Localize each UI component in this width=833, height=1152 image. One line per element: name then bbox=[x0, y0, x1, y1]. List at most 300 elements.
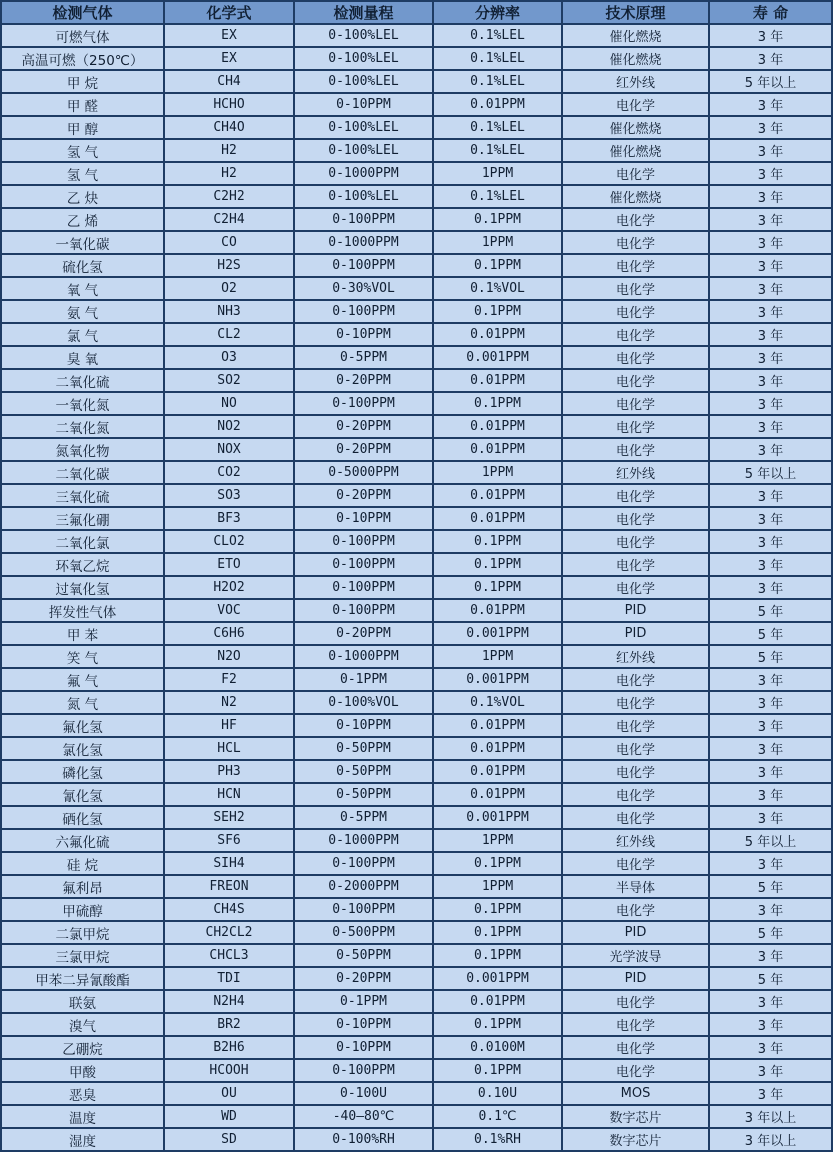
cell-lifespan: 3 年 bbox=[709, 415, 832, 438]
cell-lifespan: 3 年 bbox=[709, 369, 832, 392]
cell-formula: OU bbox=[164, 1082, 294, 1105]
cell-range: 0-100PPM bbox=[294, 852, 433, 875]
cell-principle: 红外线 bbox=[562, 70, 709, 93]
table-row bbox=[1, 852, 832, 875]
col-header-principle: 技术原理 bbox=[562, 1, 709, 24]
table-row bbox=[1, 967, 832, 990]
cell-resolution: 0.0100M bbox=[433, 1036, 562, 1059]
cell-principle: 催化燃烧 bbox=[562, 24, 709, 47]
cell-range: 0-100PPM bbox=[294, 254, 433, 277]
cell-range: 0-5PPM bbox=[294, 346, 433, 369]
cell-lifespan: 3 年 bbox=[709, 806, 832, 829]
cell-resolution: 0.1PPM bbox=[433, 530, 562, 553]
cell-gas: 六氟化硫 bbox=[1, 829, 164, 852]
cell-principle: PID bbox=[562, 599, 709, 622]
cell-gas: 甲酸 bbox=[1, 1059, 164, 1082]
cell-lifespan: 3 年 bbox=[709, 944, 832, 967]
cell-gas: 乙硼烷 bbox=[1, 1036, 164, 1059]
table-row bbox=[1, 185, 832, 208]
cell-resolution: 0.1PPM bbox=[433, 576, 562, 599]
table-row bbox=[1, 714, 832, 737]
cell-lifespan: 3 年 bbox=[709, 346, 832, 369]
table-row bbox=[1, 47, 832, 70]
cell-formula: WD bbox=[164, 1105, 294, 1128]
table-row bbox=[1, 346, 832, 369]
cell-range: 0-10PPM bbox=[294, 93, 433, 116]
cell-gas: 可燃气体 bbox=[1, 24, 164, 47]
cell-principle: 半导体 bbox=[562, 875, 709, 898]
cell-resolution: 0.1PPM bbox=[433, 921, 562, 944]
table-row bbox=[1, 484, 832, 507]
cell-formula: HCL bbox=[164, 737, 294, 760]
cell-formula: NO2 bbox=[164, 415, 294, 438]
cell-range: 0-100PPM bbox=[294, 208, 433, 231]
cell-range: 0-500PPM bbox=[294, 921, 433, 944]
cell-formula: CLO2 bbox=[164, 530, 294, 553]
cell-lifespan: 3 年 bbox=[709, 990, 832, 1013]
cell-resolution: 0.001PPM bbox=[433, 668, 562, 691]
cell-resolution: 0.1%LEL bbox=[433, 70, 562, 93]
cell-resolution: 0.1%VOL bbox=[433, 277, 562, 300]
cell-principle: 电化学 bbox=[562, 346, 709, 369]
cell-range: 0-20PPM bbox=[294, 967, 433, 990]
cell-formula: O3 bbox=[164, 346, 294, 369]
cell-range: 0-10PPM bbox=[294, 714, 433, 737]
table-row bbox=[1, 829, 832, 852]
cell-principle: 电化学 bbox=[562, 415, 709, 438]
cell-range: 0-20PPM bbox=[294, 415, 433, 438]
cell-range: 0-1000PPM bbox=[294, 162, 433, 185]
cell-gas: 笑 气 bbox=[1, 645, 164, 668]
cell-formula: FREON bbox=[164, 875, 294, 898]
cell-principle: 催化燃烧 bbox=[562, 185, 709, 208]
cell-principle: PID bbox=[562, 921, 709, 944]
cell-resolution: 0.1%LEL bbox=[433, 139, 562, 162]
cell-range: 0-1PPM bbox=[294, 990, 433, 1013]
cell-resolution: 0.10U bbox=[433, 1082, 562, 1105]
cell-formula: BR2 bbox=[164, 1013, 294, 1036]
cell-gas: 氟 气 bbox=[1, 668, 164, 691]
cell-lifespan: 3 年 bbox=[709, 208, 832, 231]
cell-principle: 催化燃烧 bbox=[562, 116, 709, 139]
cell-formula: SIH4 bbox=[164, 852, 294, 875]
table-row bbox=[1, 645, 832, 668]
cell-lifespan: 5 年 bbox=[709, 875, 832, 898]
cell-lifespan: 3 年以上 bbox=[709, 1128, 832, 1151]
cell-principle: 电化学 bbox=[562, 162, 709, 185]
cell-formula: EX bbox=[164, 47, 294, 70]
cell-formula: CO bbox=[164, 231, 294, 254]
cell-resolution: 0.01PPM bbox=[433, 783, 562, 806]
cell-lifespan: 5 年以上 bbox=[709, 70, 832, 93]
table-row bbox=[1, 599, 832, 622]
cell-formula: NO bbox=[164, 392, 294, 415]
cell-resolution: 1PPM bbox=[433, 645, 562, 668]
cell-formula: EX bbox=[164, 24, 294, 47]
cell-range: 0-10PPM bbox=[294, 1013, 433, 1036]
cell-lifespan: 3 年 bbox=[709, 737, 832, 760]
cell-formula: H2O2 bbox=[164, 576, 294, 599]
cell-lifespan: 3 年 bbox=[709, 668, 832, 691]
col-header-resolution: 分辨率 bbox=[433, 1, 562, 24]
cell-lifespan: 3 年 bbox=[709, 254, 832, 277]
cell-lifespan: 5 年 bbox=[709, 622, 832, 645]
cell-gas: 氯化氢 bbox=[1, 737, 164, 760]
cell-formula: H2 bbox=[164, 139, 294, 162]
cell-gas: 硅 烷 bbox=[1, 852, 164, 875]
cell-principle: 电化学 bbox=[562, 323, 709, 346]
cell-principle: 电化学 bbox=[562, 1036, 709, 1059]
cell-resolution: 0.1%LEL bbox=[433, 185, 562, 208]
cell-principle: 电化学 bbox=[562, 553, 709, 576]
cell-resolution: 0.1PPM bbox=[433, 553, 562, 576]
cell-resolution: 0.01PPM bbox=[433, 415, 562, 438]
cell-formula: CH4 bbox=[164, 70, 294, 93]
cell-gas: 联氨 bbox=[1, 990, 164, 1013]
cell-principle: 催化燃烧 bbox=[562, 47, 709, 70]
cell-resolution: 1PPM bbox=[433, 829, 562, 852]
cell-lifespan: 3 年 bbox=[709, 1059, 832, 1082]
table-row bbox=[1, 530, 832, 553]
cell-resolution: 0.01PPM bbox=[433, 599, 562, 622]
cell-principle: 电化学 bbox=[562, 576, 709, 599]
cell-range: 0-2000PPM bbox=[294, 875, 433, 898]
cell-lifespan: 3 年 bbox=[709, 1036, 832, 1059]
cell-principle: 催化燃烧 bbox=[562, 139, 709, 162]
cell-range: 0-100%LEL bbox=[294, 185, 433, 208]
table-row bbox=[1, 24, 832, 47]
cell-principle: 光学波导 bbox=[562, 944, 709, 967]
cell-formula: CHCL3 bbox=[164, 944, 294, 967]
cell-formula: N2H4 bbox=[164, 990, 294, 1013]
cell-formula: CH2CL2 bbox=[164, 921, 294, 944]
cell-range: 0-30%VOL bbox=[294, 277, 433, 300]
col-header-formula: 化学式 bbox=[164, 1, 294, 24]
cell-gas: 三氯甲烷 bbox=[1, 944, 164, 967]
table-row bbox=[1, 898, 832, 921]
cell-principle: 电化学 bbox=[562, 1059, 709, 1082]
cell-range: 0-5PPM bbox=[294, 806, 433, 829]
cell-gas: 氟利昂 bbox=[1, 875, 164, 898]
cell-principle: 电化学 bbox=[562, 852, 709, 875]
cell-resolution: 0.01PPM bbox=[433, 323, 562, 346]
table-row bbox=[1, 691, 832, 714]
cell-range: 0-100%VOL bbox=[294, 691, 433, 714]
cell-gas: 甲苯二异氰酸酯 bbox=[1, 967, 164, 990]
cell-range: 0-50PPM bbox=[294, 760, 433, 783]
cell-range: 0-20PPM bbox=[294, 369, 433, 392]
cell-range: 0-20PPM bbox=[294, 622, 433, 645]
cell-resolution: 0.1%RH bbox=[433, 1128, 562, 1151]
cell-principle: 电化学 bbox=[562, 507, 709, 530]
table-row bbox=[1, 1059, 832, 1082]
cell-range: 0-100PPM bbox=[294, 1059, 433, 1082]
cell-lifespan: 3 年 bbox=[709, 93, 832, 116]
cell-formula: SEH2 bbox=[164, 806, 294, 829]
cell-principle: 电化学 bbox=[562, 530, 709, 553]
cell-lifespan: 5 年 bbox=[709, 599, 832, 622]
cell-formula: H2S bbox=[164, 254, 294, 277]
cell-principle: 电化学 bbox=[562, 737, 709, 760]
table-row bbox=[1, 622, 832, 645]
cell-principle: 电化学 bbox=[562, 484, 709, 507]
cell-principle: 电化学 bbox=[562, 438, 709, 461]
cell-formula: C6H6 bbox=[164, 622, 294, 645]
cell-resolution: 1PPM bbox=[433, 875, 562, 898]
cell-formula: CH4S bbox=[164, 898, 294, 921]
cell-range: 0-100%LEL bbox=[294, 116, 433, 139]
table-row bbox=[1, 369, 832, 392]
cell-resolution: 0.1%VOL bbox=[433, 691, 562, 714]
table-row bbox=[1, 277, 832, 300]
table-row bbox=[1, 93, 832, 116]
cell-gas: 温度 bbox=[1, 1105, 164, 1128]
cell-principle: 红外线 bbox=[562, 645, 709, 668]
cell-gas: 乙 烯 bbox=[1, 208, 164, 231]
table-row bbox=[1, 576, 832, 599]
cell-lifespan: 3 年 bbox=[709, 185, 832, 208]
cell-range: 0-100PPM bbox=[294, 300, 433, 323]
cell-range: 0-1000PPM bbox=[294, 829, 433, 852]
cell-formula: SF6 bbox=[164, 829, 294, 852]
table-body bbox=[1, 24, 832, 1151]
cell-lifespan: 3 年 bbox=[709, 898, 832, 921]
cell-gas: 硒化氢 bbox=[1, 806, 164, 829]
cell-gas: 高温可燃（250℃） bbox=[1, 47, 164, 70]
table-row bbox=[1, 116, 832, 139]
cell-lifespan: 3 年 bbox=[709, 162, 832, 185]
cell-gas: 湿度 bbox=[1, 1128, 164, 1151]
cell-formula: CL2 bbox=[164, 323, 294, 346]
table-row bbox=[1, 231, 832, 254]
table-row bbox=[1, 300, 832, 323]
cell-resolution: 0.1PPM bbox=[433, 254, 562, 277]
cell-formula: NH3 bbox=[164, 300, 294, 323]
cell-range: 0-100PPM bbox=[294, 553, 433, 576]
table-row bbox=[1, 162, 832, 185]
cell-formula: CH4O bbox=[164, 116, 294, 139]
cell-lifespan: 5 年 bbox=[709, 645, 832, 668]
cell-range: 0-50PPM bbox=[294, 783, 433, 806]
cell-resolution: 1PPM bbox=[433, 231, 562, 254]
cell-gas: 臭 氧 bbox=[1, 346, 164, 369]
cell-principle: 电化学 bbox=[562, 277, 709, 300]
cell-lifespan: 3 年 bbox=[709, 392, 832, 415]
cell-principle: 电化学 bbox=[562, 231, 709, 254]
table-row bbox=[1, 392, 832, 415]
cell-lifespan: 3 年 bbox=[709, 116, 832, 139]
cell-gas: 三氧化硫 bbox=[1, 484, 164, 507]
cell-formula: C2H4 bbox=[164, 208, 294, 231]
col-header-gas: 检测气体 bbox=[1, 1, 164, 24]
cell-principle: 电化学 bbox=[562, 254, 709, 277]
cell-lifespan: 3 年以上 bbox=[709, 1105, 832, 1128]
cell-gas: 过氧化氢 bbox=[1, 576, 164, 599]
cell-principle: PID bbox=[562, 622, 709, 645]
cell-resolution: 0.01PPM bbox=[433, 737, 562, 760]
cell-formula: BF3 bbox=[164, 507, 294, 530]
cell-principle: 电化学 bbox=[562, 300, 709, 323]
cell-gas: 一氧化氮 bbox=[1, 392, 164, 415]
cell-lifespan: 5 年以上 bbox=[709, 461, 832, 484]
cell-resolution: 0.001PPM bbox=[433, 967, 562, 990]
cell-lifespan: 3 年 bbox=[709, 576, 832, 599]
cell-resolution: 0.1%LEL bbox=[433, 47, 562, 70]
cell-lifespan: 3 年 bbox=[709, 1082, 832, 1105]
cell-lifespan: 3 年 bbox=[709, 323, 832, 346]
cell-principle: 电化学 bbox=[562, 691, 709, 714]
cell-lifespan: 3 年 bbox=[709, 852, 832, 875]
table-row bbox=[1, 944, 832, 967]
table-row bbox=[1, 415, 832, 438]
cell-formula: N2 bbox=[164, 691, 294, 714]
cell-resolution: 0.1%LEL bbox=[433, 24, 562, 47]
cell-range: 0-100PPM bbox=[294, 530, 433, 553]
cell-gas: 甲硫醇 bbox=[1, 898, 164, 921]
cell-gas: 甲 醇 bbox=[1, 116, 164, 139]
cell-gas: 氧 气 bbox=[1, 277, 164, 300]
cell-range: 0-1PPM bbox=[294, 668, 433, 691]
cell-lifespan: 3 年 bbox=[709, 231, 832, 254]
cell-range: 0-100%RH bbox=[294, 1128, 433, 1151]
cell-gas: 氟化氢 bbox=[1, 714, 164, 737]
cell-resolution: 0.01PPM bbox=[433, 369, 562, 392]
cell-range: 0-100%LEL bbox=[294, 70, 433, 93]
cell-gas: 甲 苯 bbox=[1, 622, 164, 645]
cell-formula: F2 bbox=[164, 668, 294, 691]
cell-lifespan: 3 年 bbox=[709, 783, 832, 806]
cell-gas: 环氧乙烷 bbox=[1, 553, 164, 576]
cell-gas: 氮 气 bbox=[1, 691, 164, 714]
cell-principle: 电化学 bbox=[562, 392, 709, 415]
cell-principle: 电化学 bbox=[562, 990, 709, 1013]
table-row bbox=[1, 1013, 832, 1036]
col-header-range: 检测量程 bbox=[294, 1, 433, 24]
table-row bbox=[1, 783, 832, 806]
cell-lifespan: 3 年 bbox=[709, 553, 832, 576]
cell-resolution: 0.01PPM bbox=[433, 438, 562, 461]
table-row bbox=[1, 1082, 832, 1105]
cell-formula: HCHO bbox=[164, 93, 294, 116]
cell-formula: SO3 bbox=[164, 484, 294, 507]
col-header-lifespan: 寿 命 bbox=[709, 1, 832, 24]
cell-gas: 二氯甲烷 bbox=[1, 921, 164, 944]
cell-range: 0-100%LEL bbox=[294, 139, 433, 162]
cell-gas: 二氧化硫 bbox=[1, 369, 164, 392]
cell-range: 0-10PPM bbox=[294, 507, 433, 530]
table-row bbox=[1, 760, 832, 783]
cell-formula: B2H6 bbox=[164, 1036, 294, 1059]
cell-range: 0-100%LEL bbox=[294, 24, 433, 47]
cell-gas: 氢 气 bbox=[1, 162, 164, 185]
cell-gas: 二氧化碳 bbox=[1, 461, 164, 484]
cell-gas: 氰化氢 bbox=[1, 783, 164, 806]
cell-range: 0-50PPM bbox=[294, 737, 433, 760]
cell-lifespan: 3 年 bbox=[709, 760, 832, 783]
table-row bbox=[1, 70, 832, 93]
cell-formula: SD bbox=[164, 1128, 294, 1151]
cell-resolution: 0.1PPM bbox=[433, 208, 562, 231]
cell-gas: 三氟化硼 bbox=[1, 507, 164, 530]
table-row bbox=[1, 1128, 832, 1151]
cell-resolution: 0.1PPM bbox=[433, 898, 562, 921]
cell-formula: C2H2 bbox=[164, 185, 294, 208]
cell-formula: H2 bbox=[164, 162, 294, 185]
cell-lifespan: 5 年 bbox=[709, 921, 832, 944]
table-row bbox=[1, 1036, 832, 1059]
cell-gas: 乙 炔 bbox=[1, 185, 164, 208]
cell-lifespan: 5 年以上 bbox=[709, 829, 832, 852]
table-row bbox=[1, 806, 832, 829]
cell-range: -40—80℃ bbox=[294, 1105, 433, 1128]
cell-formula: ETO bbox=[164, 553, 294, 576]
cell-principle: MOS bbox=[562, 1082, 709, 1105]
cell-lifespan: 5 年 bbox=[709, 967, 832, 990]
table-row bbox=[1, 438, 832, 461]
cell-gas: 氯 气 bbox=[1, 323, 164, 346]
cell-gas: 溴气 bbox=[1, 1013, 164, 1036]
cell-gas: 二氧化氮 bbox=[1, 415, 164, 438]
cell-principle: 电化学 bbox=[562, 760, 709, 783]
cell-principle: 红外线 bbox=[562, 461, 709, 484]
cell-gas: 一氧化碳 bbox=[1, 231, 164, 254]
cell-principle: 电化学 bbox=[562, 806, 709, 829]
cell-range: 0-10PPM bbox=[294, 1036, 433, 1059]
cell-resolution: 0.01PPM bbox=[433, 93, 562, 116]
cell-resolution: 0.001PPM bbox=[433, 346, 562, 369]
cell-formula: N2O bbox=[164, 645, 294, 668]
cell-formula: O2 bbox=[164, 277, 294, 300]
cell-range: 0-20PPM bbox=[294, 484, 433, 507]
cell-formula: HCOOH bbox=[164, 1059, 294, 1082]
cell-range: 0-20PPM bbox=[294, 438, 433, 461]
cell-range: 0-100U bbox=[294, 1082, 433, 1105]
cell-gas: 硫化氢 bbox=[1, 254, 164, 277]
cell-principle: 电化学 bbox=[562, 1013, 709, 1036]
cell-principle: 电化学 bbox=[562, 369, 709, 392]
table-row bbox=[1, 254, 832, 277]
cell-resolution: 0.1PPM bbox=[433, 300, 562, 323]
cell-lifespan: 3 年 bbox=[709, 1013, 832, 1036]
cell-resolution: 0.1PPM bbox=[433, 852, 562, 875]
cell-resolution: 0.001PPM bbox=[433, 622, 562, 645]
cell-formula: PH3 bbox=[164, 760, 294, 783]
cell-range: 0-1000PPM bbox=[294, 645, 433, 668]
cell-resolution: 0.1PPM bbox=[433, 944, 562, 967]
table-row bbox=[1, 1105, 832, 1128]
cell-principle: 电化学 bbox=[562, 898, 709, 921]
table-header bbox=[1, 1, 832, 24]
cell-gas: 磷化氢 bbox=[1, 760, 164, 783]
cell-resolution: 1PPM bbox=[433, 162, 562, 185]
table-row bbox=[1, 553, 832, 576]
cell-gas: 甲 烷 bbox=[1, 70, 164, 93]
cell-principle: 数字芯片 bbox=[562, 1105, 709, 1128]
cell-principle: 数字芯片 bbox=[562, 1128, 709, 1151]
table-row bbox=[1, 875, 832, 898]
cell-resolution: 0.1℃ bbox=[433, 1105, 562, 1128]
cell-formula: HF bbox=[164, 714, 294, 737]
cell-range: 0-5000PPM bbox=[294, 461, 433, 484]
cell-gas: 氨 气 bbox=[1, 300, 164, 323]
cell-lifespan: 3 年 bbox=[709, 24, 832, 47]
cell-principle: 红外线 bbox=[562, 829, 709, 852]
table-row bbox=[1, 208, 832, 231]
cell-lifespan: 3 年 bbox=[709, 47, 832, 70]
cell-range: 0-1000PPM bbox=[294, 231, 433, 254]
cell-formula: NOX bbox=[164, 438, 294, 461]
table-row bbox=[1, 668, 832, 691]
